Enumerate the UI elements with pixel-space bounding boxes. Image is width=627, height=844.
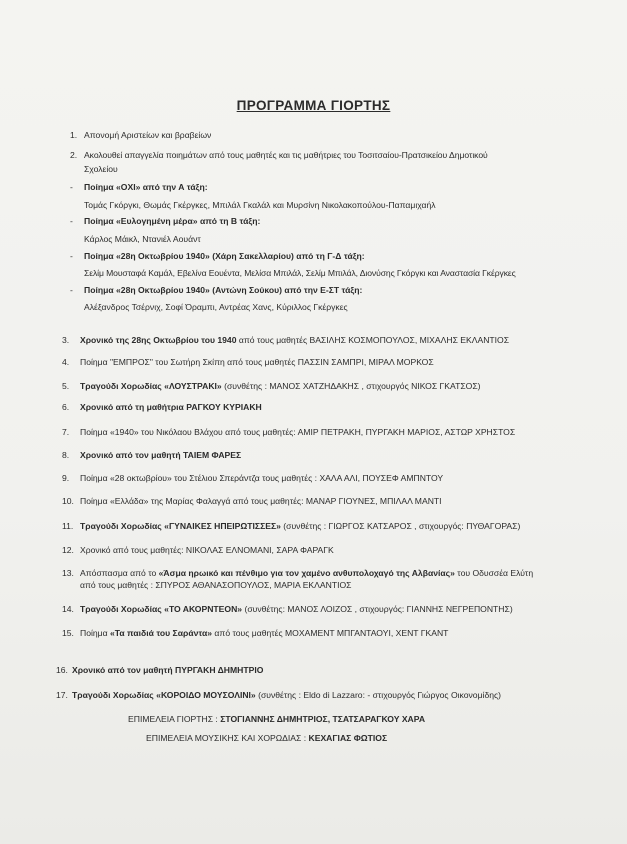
- item-text-rest: (συνθέτης : ΓΙΩΡΓΟΣ ΚΑΤΣΑΡΟΣ , στιχουργός: ΠΥΘΑΓΟΡΑΣ): [280, 521, 521, 531]
- item-text: [80, 568, 533, 579]
- item-text-rest: (συνθέτης : Eldo di Lazzaro: - στιχουργός Γιώργος Οικονομίδης): [255, 690, 502, 700]
- item-text: [80, 521, 520, 532]
- song-title: Τραγούδι Χορωδίας «ΤΟ ΑΚΟΡΝΤΕΟΝ»: [80, 604, 243, 614]
- credits-label: ΕΠΙΜΕΛΕΙΑ ΜΟΥΣΙΚΗΣ ΚΑΙ ΧΟΡΩΔΙΑΣ :: [146, 733, 309, 743]
- item-number: 14.: [62, 604, 74, 614]
- excerpt-title: «Άσμα ηρωικό και πένθιμο για τον χαμένο ανθυπολοχαγό της Αλβανίας»: [158, 568, 455, 578]
- item-text: [80, 427, 515, 438]
- item-number: 15.: [62, 628, 74, 638]
- bullet-dash: -: [70, 285, 73, 295]
- item-number: 7.: [62, 427, 70, 437]
- item-number: 3.: [62, 335, 70, 345]
- item-text-rest: Ποίημα "ΕΜΠΡΟΣ" του Σωτήρη Σκίπη από τους μαθητές ΠΑΣΣΙΝ ΣΑΜΠΡΙ, ΜΙΡΑΛ ΜΟΡΚΟΣ: [80, 357, 434, 367]
- credits-music: [146, 733, 387, 744]
- poem-title: Ποίημα «28η Οκτωβρίου 1940» (Αντώνη Σούκου) από την Ε-ΣΤ τάξη:: [84, 285, 363, 295]
- item-text-rest: Ποίημα «28 οκτωβρίου» του Στέλιου Σπεράντζα τους μαθητές : ΧΑΛΑ ΑΛΙ, ΠΟΥΣΕΦ ΑΜΠΝΤΟΥ: [80, 473, 444, 483]
- item-number: 13.: [62, 568, 74, 578]
- item-text-pre: Ποίημα: [80, 628, 110, 638]
- poem-title: «Τα παιδιά του Σαράντα»: [109, 628, 213, 638]
- participant-names: Αλέξανδρος Τσέρνιχ, Σοφί Όραμπι, Αντρέας Χανς, Κύριλλος Γκέργκες: [84, 302, 348, 312]
- item-text-rest: (συνθέτης : ΜΑΝΟΣ ΧΑΤΖΗΔΑΚΗΣ , στιχουργός ΝΙΚΟΣ ΓΚΑΤΣΟΣ): [221, 381, 481, 391]
- item-text-post: του Οδυσσέα Ελύτη: [454, 568, 534, 578]
- item-text: Χρονικό από τον μαθητή ΠΥΡΓΑΚΗ ΔΗΜΗΤΡΙΟ: [72, 665, 264, 675]
- page-title: ΠΡΟΓΡΑΜΜΑ ΓΙΟΡΤΗΣ: [236, 98, 391, 113]
- item-number: 2.: [70, 150, 78, 160]
- poem-title: Ποίημα «28η Οκτωβρίου 1940» (Χάρη Σακελλαρίου) από τη Γ-Δ τάξη:: [84, 251, 365, 261]
- item-text-bold: Χρονικό της 28ης Οκτωβρίου του 1940: [80, 335, 237, 345]
- participant-names: Κάρλος Μάικλ, Ντανιέλ Αουάντ: [84, 234, 201, 244]
- item-text: [72, 690, 501, 701]
- credits-feast: [128, 714, 425, 725]
- bullet-dash: -: [70, 182, 73, 192]
- credits-names: ΚΕΧΑΓΙΑΣ ΦΩΤΙΟΣ: [308, 733, 388, 743]
- item-text-rest: (συνθέτης: ΜΑΝΟΣ ΛΟΙΖΟΣ , στιχουργός: ΓΙΑΝΝΗΣ ΝΕΓΡΕΠΟΝΤΗΣ): [242, 604, 513, 614]
- item-number: 8.: [62, 450, 70, 460]
- item-number: 9.: [62, 473, 70, 483]
- item-text: [80, 473, 443, 484]
- item-number: 4.: [62, 357, 70, 367]
- item-text-rest: Ποίημα «1940» του Νικόλαου Βλάχου από τους μαθητές: ΑΜΙΡ ΠΕΤΡΑΚΗ, ΠΥΡΓΑΚΗ ΜΑΡΙΟΣ, ΑΣΤΩΡ ΧΡΗΣΤΟΣ: [80, 427, 516, 437]
- item-text-bold: Χρονικό από τον μαθητή ΤΑΙΕΜ ΦΑΡΕΣ: [80, 450, 242, 460]
- item-text: [80, 335, 509, 346]
- item-text-rest: από τους μαθητές ΒΑΣΙΛΗΣ ΚΟΣΜΟΠΟΥΛΟΣ, ΜΙΧΑΛΗΣ ΕΚΛΑΝΤΙΟΣ: [236, 335, 510, 345]
- item-text-bold: Τραγούδι Χορωδίας «ΓΥΝΑΙΚΕΣ ΗΠΕΙΡΩΤΙΣΣΕΣ»: [80, 521, 281, 531]
- item-text: [80, 381, 481, 392]
- credits-label: ΕΠΙΜΕΛΕΙΑ ΓΙΟΡΤΗΣ :: [128, 714, 221, 724]
- item-text-bold: Τραγούδι Χορωδίας «ΛΟΥΣΤΡΑΚΙ»: [80, 381, 222, 391]
- song-title: Τραγούδι Χορωδίας «ΚΟΡΟΙΔΟ ΜΟΥΣΟΛΙΝΙ»: [72, 690, 256, 700]
- item-text: [80, 496, 442, 507]
- item-number: 10.: [62, 496, 74, 506]
- bullet-dash: -: [70, 251, 73, 261]
- item-number: 16.: [56, 665, 68, 675]
- item-number: 5.: [62, 381, 70, 391]
- item-text: Ακολουθεί απαγγελία ποιημάτων από τους μαθητές και τις μαθήτριες του Τοσιτσαίου-Πρατσικείου Δημοτικού: [84, 150, 488, 160]
- item-text: Απονομή Αριστείων και βραβείων: [84, 130, 212, 140]
- item-number: 11.: [62, 521, 74, 531]
- item-number: 6.: [62, 402, 70, 412]
- item-number: 12.: [62, 545, 74, 555]
- item-text: [80, 628, 448, 639]
- poem-title: Ποίημα «Ευλογημένη μέρα» από τη Β τάξη:: [84, 216, 261, 226]
- item-text: [80, 545, 334, 556]
- item-text: [80, 402, 262, 413]
- item-number: 1.: [70, 130, 78, 140]
- item-text: [80, 450, 241, 461]
- item-text-rest: Χρονικό από τους μαθητές: ΝΙΚΟΛΑΣ ΕΛΝΟΜΑΝΙ, ΣΑΡΑ ΦΑΡΑΓΚ: [80, 545, 334, 555]
- item-text: [80, 604, 513, 615]
- item-text-rest: από τους μαθητές ΜΟΧΑΜΕΝΤ ΜΠΓΑΝΤΑΟΥΙ, ΧΕΝΤ ΓΚΑΝΤ: [212, 628, 449, 638]
- item-text-rest: Ποίημα «Ελλάδα» της Μαρίας Φαλαγγά από τους μαθητές: ΜΑΝΑΡ ΓΙΟΥΝΕΣ, ΜΠΙΛΑΛ ΜΑΝΤΙ: [80, 496, 442, 506]
- poem-title: Ποίημα «ΟΧΙ» από την Α τάξη:: [84, 182, 208, 192]
- participant-names: Τομάς Γκόργκι, Θωμάς Γκέργκες, Μπιλάλ Γκαλάλ και Μυρσίνη Νικολακοπούλου-Παπαμιχαήλ: [84, 200, 436, 210]
- bullet-dash: -: [70, 216, 73, 226]
- participant-names: Σελίμ Μουσταφά Καμάλ, Εβελίνα Εουέντα, Μελίσα Μπιλάλ, Σελίμ Μπιλάλ, Διονύσης Γκόργκι και Αναστασία Γκέργκες: [84, 268, 516, 278]
- item-text-bold: Χρονικό από τη μαθήτρια ΡΑΓΚΟΥ ΚΥΡΙΑΚΗ: [80, 402, 262, 412]
- item-text-pre: Απόσπασμα από το: [80, 568, 159, 578]
- item-text: Σχολείου: [84, 164, 118, 174]
- item-number: 17.: [56, 690, 68, 700]
- item-text: από τους μαθητές : ΣΠΥΡΟΣ ΑΘΑΝΑΣΟΠΟΥΛΟΣ, ΜΑΡΙΑ ΕΚΛΑΝΤΙΟΣ: [80, 580, 352, 590]
- credits-names: ΣΤΟΓΙΑΝΝΗΣ ΔΗΜΗΤΡΙΟΣ, ΤΣΑΤΣΑΡΑΓΚΟΥ ΧΑΡΑ: [220, 714, 426, 724]
- item-text: [80, 357, 434, 368]
